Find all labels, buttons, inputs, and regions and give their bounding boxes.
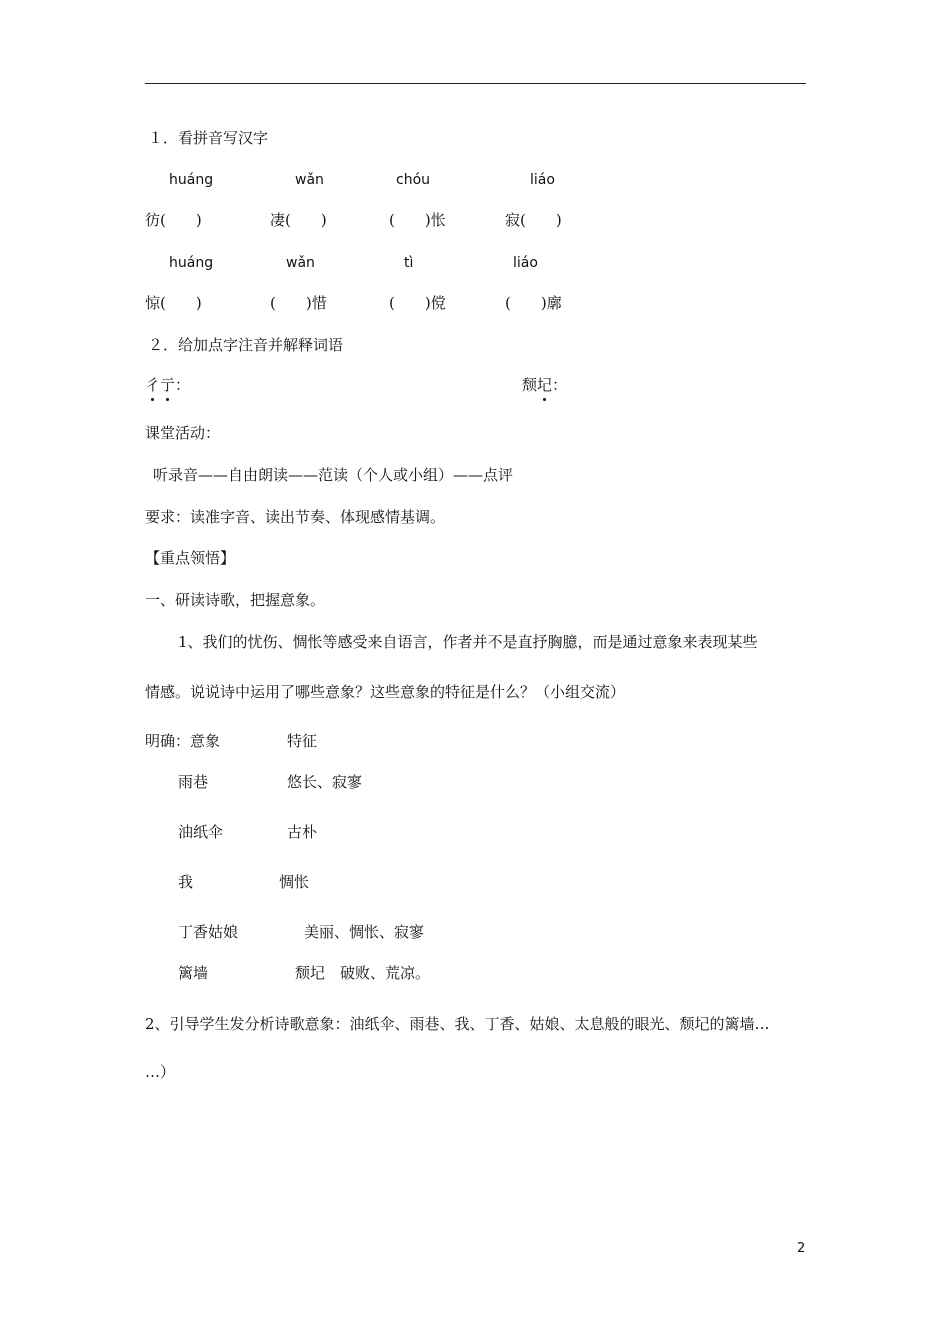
pinyin-huang-2: huáng: [169, 255, 214, 271]
image-name: 我: [178, 873, 194, 891]
activity-flow: 听录音——自由朗读——范读（个人或小组）——点评: [153, 466, 514, 484]
header-rule: [145, 83, 806, 84]
page-number: 2: [797, 1241, 806, 1256]
image-name: 丁香姑娘: [178, 923, 239, 941]
question1-line1: 1、我们的忧伤、惆怅等感受来自语言，作者并不是直抒胸臆，而是通过意象来表现某些: [178, 633, 758, 651]
dotted-char-pi: 圮: [537, 376, 553, 394]
activity-title: 课堂活动：: [145, 424, 221, 442]
image-name: 油纸伞: [178, 823, 224, 841]
pinyin-wan-2: wǎn: [286, 255, 315, 271]
pinyin-wan-1: wǎn: [295, 172, 324, 188]
colon: ：: [175, 376, 191, 394]
pinyin-huang-1: huáng: [169, 172, 214, 188]
dotted-char-chu: 亍: [160, 376, 176, 394]
word-chichu: [145, 375, 190, 395]
image-name: 雨巷: [178, 773, 209, 791]
image-name: 篱墙: [178, 964, 209, 982]
pinyin-liao-1: liáo: [530, 172, 555, 188]
blank-chouchang: ( )怅: [389, 211, 446, 229]
image-feature: 美丽、惆怅、寂寥: [304, 923, 425, 941]
activity-requirement: 要求：读准字音、读出节奏、体现感情基调。: [145, 508, 446, 526]
question2-line2: …）: [145, 1063, 176, 1081]
word-tuipi: [522, 375, 567, 395]
dotted-char-chi: 彳: [145, 376, 161, 394]
image-feature: 古朴: [287, 823, 318, 841]
blank-wanxi: ( )惜: [270, 294, 327, 312]
question2-line1: 2、引导学生发分析诗歌意象：油纸伞、雨巷、我、丁香、姑娘、太息般的眼光、颓圮的篱墙…: [145, 1015, 770, 1033]
key-points-heading: 【重点领悟】: [145, 549, 236, 567]
part1-title: 一、研读诗歌，把握意象。: [145, 591, 326, 609]
blank-liaokuo: ( )廓: [505, 294, 562, 312]
blank-qiwan: 凄( ): [270, 211, 327, 229]
blank-fanghuang: 彷( ): [145, 211, 202, 229]
section1-title: １．看拼音写汉字: [148, 129, 269, 147]
pinyin-chou: chóu: [396, 172, 431, 188]
char-tui: 颓: [522, 376, 538, 394]
blank-jiliao: 寂( ): [505, 211, 562, 229]
image-feature: 悠长、寂寥: [287, 773, 363, 791]
pinyin-ti: tì: [404, 255, 414, 271]
question1-line2: 情感。说说诗中运用了哪些意象？这些意象的特征是什么？（小组交流）: [145, 683, 626, 701]
answer-feature-header: 特征: [287, 732, 318, 750]
blank-jinghuang: 惊( ): [145, 294, 202, 312]
blank-titang: ( )傥: [389, 294, 446, 312]
pinyin-liao-2: liáo: [513, 255, 538, 271]
colon: ：: [552, 376, 568, 394]
answer-label: 明确：意象: [145, 732, 221, 750]
image-feature: 惆怅: [279, 873, 310, 891]
image-feature: 颓圮 破败、荒凉。: [295, 964, 431, 982]
section2-title: ２．给加点字注音并解释词语: [148, 336, 344, 354]
